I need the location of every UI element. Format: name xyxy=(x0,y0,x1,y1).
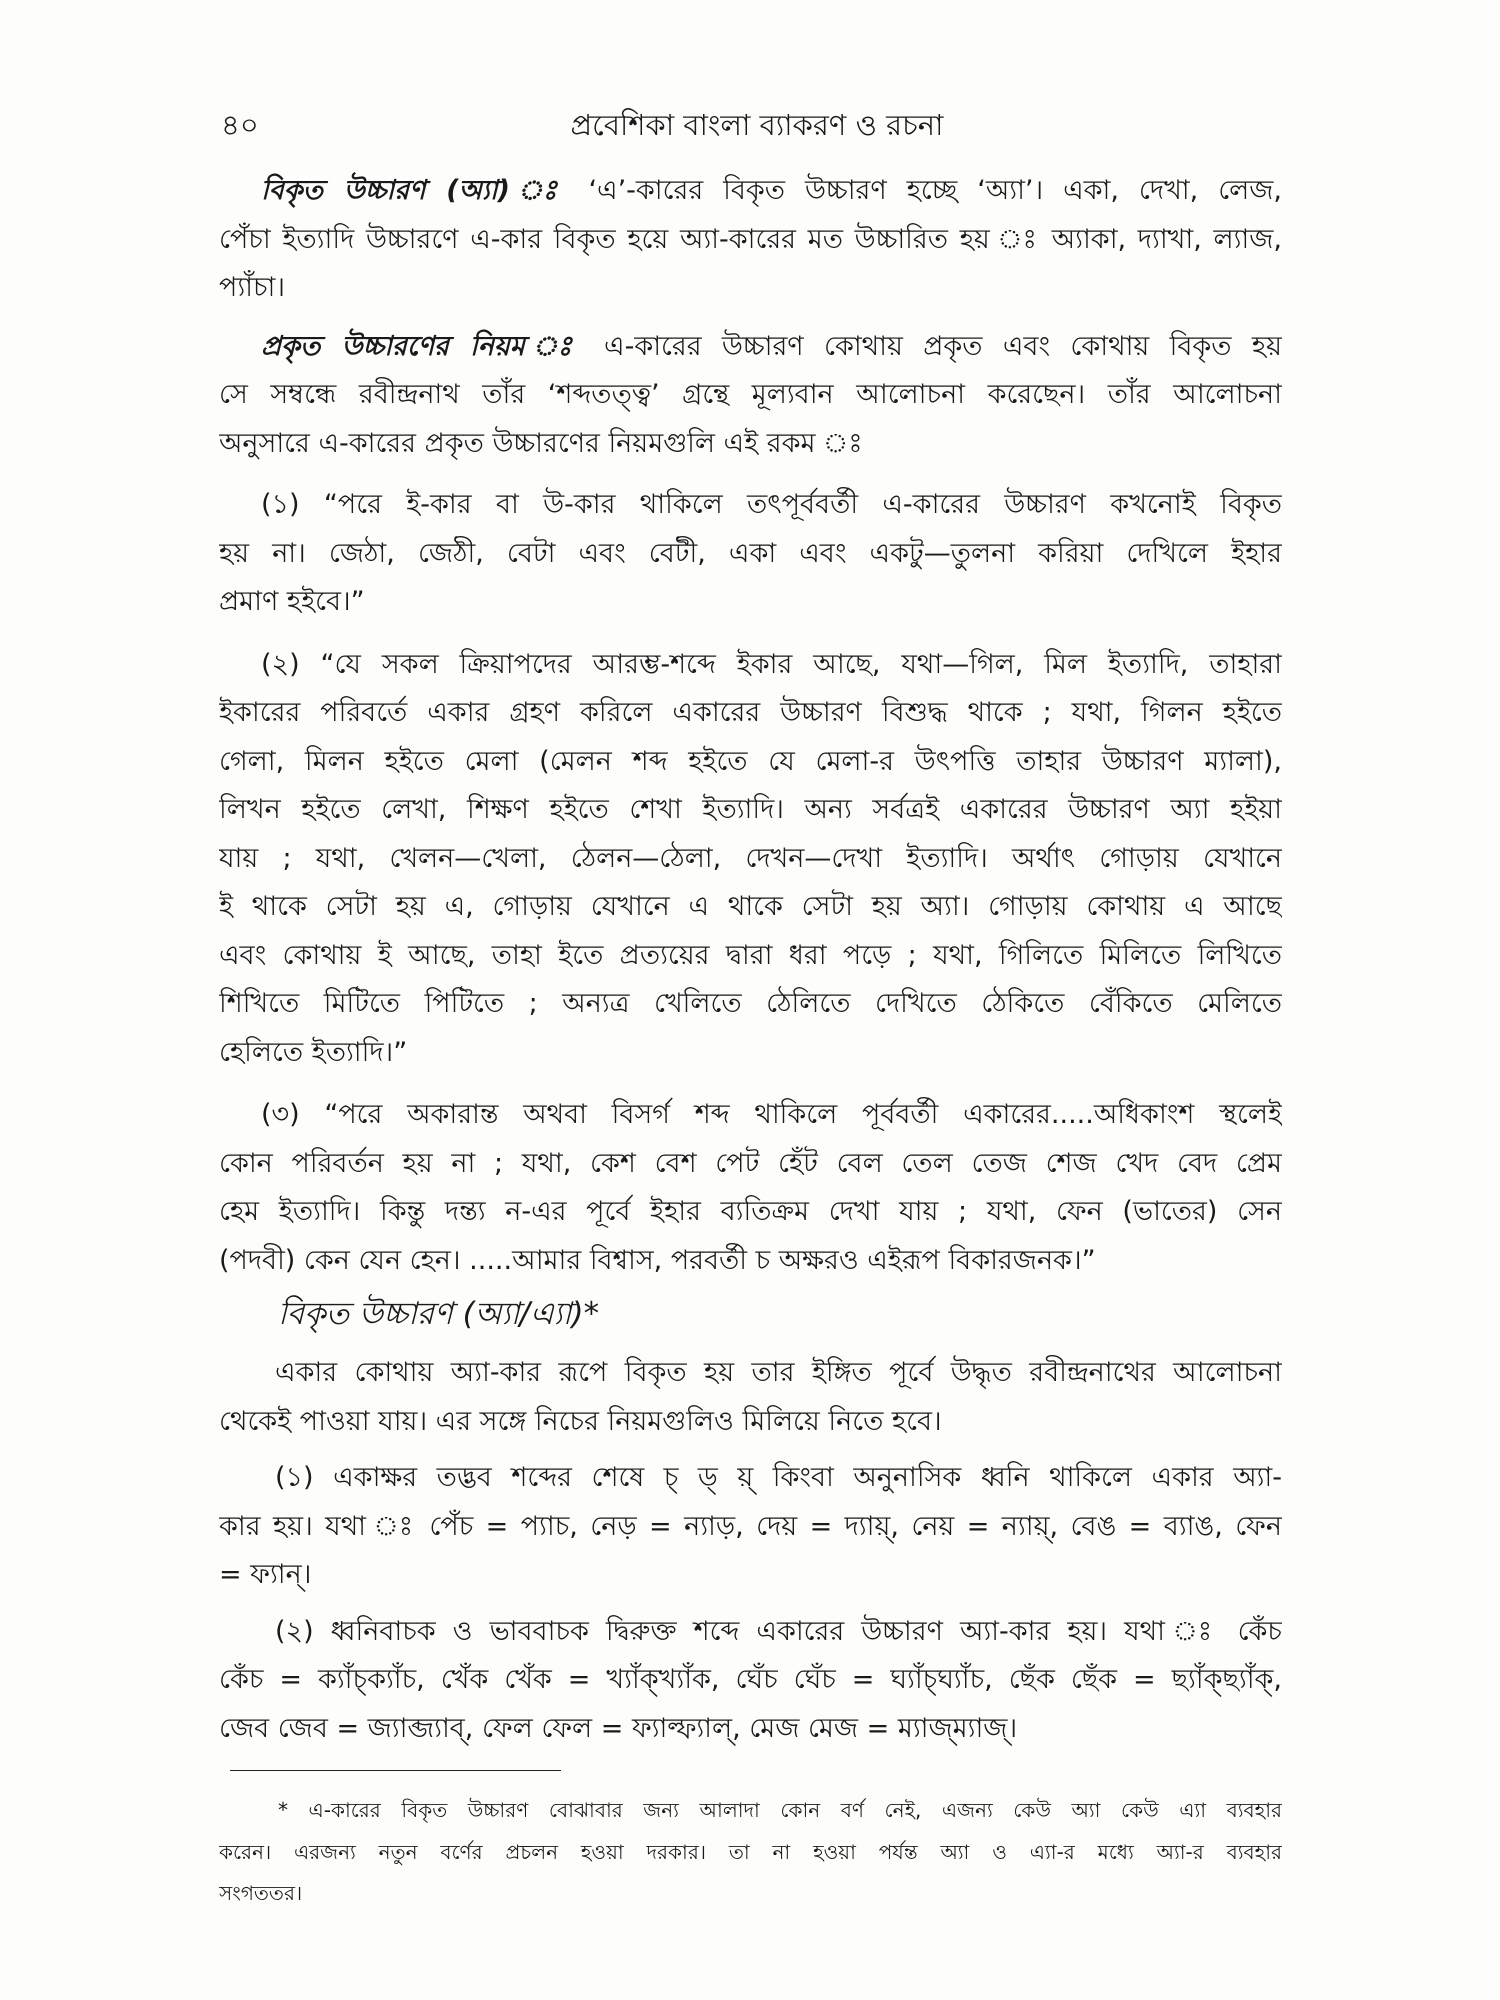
footnote-line: * এ-কারের বিকৃত উচ্চারণ বোঝাবার জন্য আলাদা কোন বর্ণ নেই, এজন্য কেউ অ্যা কেউ এ্যা ব্যবহার xyxy=(278,1798,1282,1822)
text-line: কোন পরিবর্তন হয় না ; যথা, কেশ বেশ পেট হেঁট বেল তেল তেজ শেজ খেদ বেদ প্রেম xyxy=(219,1147,1282,1179)
intro-paragraph xyxy=(219,1349,1282,1446)
text-line: কেঁচ = ক্যাঁচ্ক্যাঁচ, খেঁক খেঁক = খ্যাঁক্খ্যাঁক, ঘেঁচ ঘেঁচ = ঘ্যাঁচ্ঘ্যাঁচ, ছেঁক ছেঁক = ছ্যাঁক্ছ্যাঁক্, xyxy=(219,1664,1282,1695)
page-number: ৪০ xyxy=(221,108,259,142)
rule-list-item-1 xyxy=(219,1454,1282,1600)
text-line: জেব জেব = জ্যাব্জ্যাব্, ফেল ফেল = ফ্যাল্ফ্যাল্, মেজ মেজ = ম্যাজ্ম্যাজ্। xyxy=(219,1712,1018,1744)
text-line: ইকারের পরিবর্তে একার গ্রহণ করিলে একারের উচ্চারণ বিশুদ্ধ থাকে ; যথা, গিলন হইতে xyxy=(219,697,1282,728)
text-line: অনুসারে এ-কারের প্রকৃত উচ্চারণের নিয়মগুলি এই রকম ঃ xyxy=(219,427,863,459)
text-line: যায় ; যথা, খেলন—খেলা, ঠেলন—ঠেলা, দেখন—দেখা ইত্যাদি। অর্থাৎ গোড়ায় যেখানে xyxy=(219,842,1282,874)
text-line: পেঁচা ইত্যাদি উচ্চারণে এ-কার বিকৃত হয়ে অ্যা-কারের মত উচ্চারিত হয় ঃ অ্যাকা, দ্যাখা, ল্যাজ, xyxy=(219,223,1282,255)
paragraph-prakrita-niyam xyxy=(219,323,1282,469)
text-line: হেলিতে ইত্যাদি।” xyxy=(219,1036,408,1068)
text-line: শিখিতে মিটিতে পিটিতে ; অন্যত্র খেলিতে ঠেলিতে দেখিতে ঠেকিতে বেঁকিতে মেলিতে xyxy=(219,988,1282,1019)
text-line: একার কোথায় অ্যা-কার রূপে বিকৃত হয় তার ইঙ্গিত পূর্বে উদ্ধৃত রবীন্দ্রনাথের আলোচনা xyxy=(275,1357,1282,1388)
rule-1-paragraph xyxy=(219,481,1282,627)
footnote-divider xyxy=(230,1770,561,1771)
text-span: ‘এ’-কারের বিকৃত উচ্চারণ হচ্ছে ‘অ্যা’। একা, দেখা, লেজ, xyxy=(568,175,1282,206)
rule-3-paragraph xyxy=(219,1091,1282,1285)
footnote-line: সংগততর। xyxy=(219,1881,303,1905)
text-span: এ-কারের উচ্চারণ কোথায় প্রকৃত এবং কোথায় বিকৃত হয় xyxy=(583,330,1282,362)
text-line: লিখন হইতে লেখা, শিক্ষণ হইতে শেখা ইত্যাদি। অন্য সর্বত্রই একারের উচ্চারণ অ্যা হইয়া xyxy=(219,794,1282,825)
text-line: হয় না। জেঠা, জেঠী, বেটা এবং বেটী, একা এবং একটু—তুলনা করিয়া দেখিলে ইহার xyxy=(219,537,1282,569)
rule-2-paragraph xyxy=(219,641,1282,1078)
text-line: গেলা, মিলন হইতে মেলা (মেলন শব্দ হইতে যে মেলা-র উৎপত্তি তাহার উচ্চারণ ম্যালা), xyxy=(219,745,1282,777)
text-line: এবং কোথায় ই আছে, তাহা ইতে প্রত্যয়ের দ্বারা ধরা পড়ে ; যথা, গিলিতে মিলিতে লিখিতে xyxy=(219,939,1282,971)
text-line: (১) “পরে ই-কার বা উ-কার থাকিলে তৎপূর্ববর্তী এ-কারের উচ্চারণ কখনোই বিকৃত xyxy=(261,489,1282,520)
text-line: সে সম্বন্ধে রবীন্দ্রনাথ তাঁর ‘শব্দতত্ত্ব’ গ্রন্থে মূল্যবান আলোচনা করেছেন। তাঁর আলোচনা xyxy=(219,379,1282,410)
main-text xyxy=(219,167,1282,1753)
section-heading: বিকৃত উচ্চারণ (অ্যা/এ্যা)* xyxy=(278,1296,600,1332)
text-line: (২) “যে সকল ক্রিয়াপদের আরম্ভ-শব্দে ইকার আছে, যথা—গিল, মিল ইত্যাদি, তাহারা xyxy=(261,648,1282,680)
text-line: = ফ্যান্। xyxy=(219,1559,312,1590)
text-line: কার হয়। যথা ঃ পেঁচ = প্যাচ, নেড় = ন্যাড়, দেয় = দ্যায়্, নেয় = ন্যায়্, বেঙ = ব্যাঙ, ফেন xyxy=(219,1510,1282,1542)
term-heading: বিকৃত উচ্চারণ (অ্যা) ঃ xyxy=(261,175,569,206)
text-line: ই থাকে সেটা হয় এ, গোড়ায় যেখানে এ থাকে সেটা হয় অ্যা। গোড়ায় কোথায় এ আছে xyxy=(219,891,1282,922)
text-line: (৩) “পরে অকারান্ত অথবা বিসর্গ শব্দ থাকিলে পূর্ববর্তী একারের.....অধিকাংশ স্থলেই xyxy=(261,1099,1282,1130)
text-line: প্রমাণ হইবে।” xyxy=(219,586,365,617)
text-line: প্যাঁচা। xyxy=(219,272,286,303)
text-line: (১) একাক্ষর তদ্ভব শব্দের শেষে চ্ ড্ য়্ কিংবা অনুনাসিক ধ্বনি থাকিলে একার অ্যা- xyxy=(275,1462,1282,1493)
text-line xyxy=(219,167,1282,216)
text-line: হেম ইত্যাদি। কিন্তু দন্ত্য ন-এর পূর্বে ইহার ব্যতিক্রম দেখা যায় ; যথা, ফেন (ভাতের) সেন xyxy=(219,1196,1282,1227)
text-line: (পদবী) কেন যেন হেন। .....আমার বিশ্বাস, পরবর্তী চ অক্ষরও এইরূপ বিকারজনক।” xyxy=(219,1244,1096,1276)
text-line: থেকেই পাওয়া যায়। এর সঙ্গে নিচের নিয়মগুলিও মিলিয়ে নিতে হবে। xyxy=(219,1405,942,1437)
term-heading: প্রকৃত উচ্চারণের নিয়ম ঃ xyxy=(261,330,584,362)
footnote-line: করেন। এরজন্য নতুন বর্ণের প্রচলন হওয়া দরকার। তা না হওয়া পর্যন্ত অ্যা ও এ্যা-র মধ্যে অ্যা-র ব্যবহার xyxy=(219,1839,1282,1864)
paragraph-vikrita-uchcharan xyxy=(219,167,1282,313)
running-title: প্রবেশিকা বাংলা ব্যাকরণ ও রচনা xyxy=(570,108,944,142)
text-line: (২) ধ্বনিবাচক ও ভাববাচক দ্বিরুক্ত শব্দে একারের উচ্চারণ অ্যা-কার হয়। যথা ঃ কেঁচ xyxy=(275,1615,1282,1647)
text-line xyxy=(219,323,1282,372)
rule-list-item-2 xyxy=(219,1608,1282,1754)
footnote xyxy=(219,1790,1282,1915)
